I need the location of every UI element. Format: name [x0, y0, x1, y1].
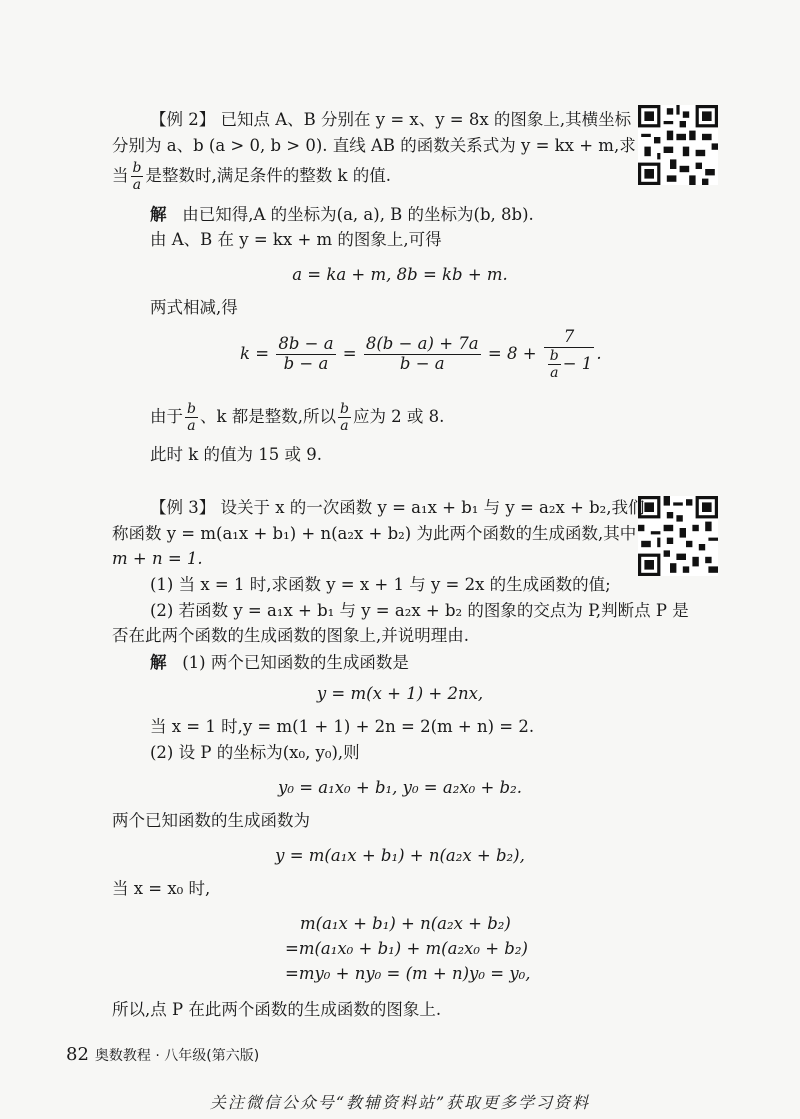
equation-y0: y₀ = a₁x₀ + b₁, y₀ = a₂x₀ + b₂. — [278, 778, 522, 797]
example-2-line-3: 当 $\frac{b}{a}$ 是整数时,满足条件的整数 k 的值. — [112, 160, 391, 194]
example-3-line-2: 称函数 y = m(a₁x + b₁) + n(a₂x + b₂) 为此两个函数的生成函数,其中 — [112, 524, 637, 543]
page-footer — [66, 1044, 259, 1065]
question-2-line-2: 否在此两个函数的生成函数的图象上,并说明理由. — [112, 626, 469, 645]
equation-generating-function-2: y = m(a₁x + b₁) + n(a₂x + b₂), — [275, 846, 525, 865]
solution-3-line-3: (2) 设 P 的坐标为(x₀, y₀),则 — [150, 743, 360, 762]
solution-2-line-3: 两式相减,得 — [150, 298, 238, 317]
solution-2-line-2: 由 A、B 在 y = kx + m 的图象上,可得 — [150, 230, 442, 249]
equation-a-and-8b: a = ka + m, 8b = kb + m. — [292, 265, 508, 284]
example-3-line-3: m + n = 1. — [112, 549, 203, 568]
solution-2-line-5: 此时 k 的值为 15 或 9. — [150, 445, 322, 464]
example-2-line-2: 分别为 a、b (a > 0, b > 0). 直线 AB 的函数关系式为 y = kx + m,求 — [112, 136, 636, 155]
solution-3-line-4: 两个已知函数的生成函数为 — [112, 811, 310, 830]
solution-2-line-1: 解 由已知得,A 的坐标为(a, a), B 的坐标为(b, 8b). — [150, 205, 534, 224]
equation-chain-1: m(a₁x + b₁) + n(a₂x + b₂) — [300, 914, 511, 933]
example-3-line-1: 【例 3】 设关于 x 的一次函数 y = a₁x + b₁ 与 y = a₂x + b₂,我们 — [150, 498, 645, 517]
watermark-text: 关注微信公众号“教辅资料站”获取更多学习资料 — [209, 1093, 591, 1112]
solution-3-line-5: 当 x = x₀ 时, — [112, 879, 211, 898]
equation-chain-3: =my₀ + ny₀ = (m + n)y₀ = y₀, — [285, 964, 531, 983]
question-2-line-1: (2) 若函数 y = a₁x + b₁ 与 y = a₂x + b₂ 的图象的交点为 P,判断点 P 是 — [150, 601, 689, 620]
solution-3-conclusion: 所以,点 P 在此两个函数的生成函数的图象上. — [112, 1000, 442, 1019]
solution-3-line-2: 当 x = 1 时,y = m(1 + 1) + 2n = 2(m + n) = 2. — [150, 717, 535, 736]
solution-3-line-1: 解 (1) 两个已知函数的生成函数是 — [150, 653, 409, 672]
question-1: (1) 当 x = 1 时,求函数 y = x + 1 与 y = 2x 的生成函数的值; — [150, 575, 611, 594]
book-title: 奥数教程 · 八年级(第六版) — [94, 1048, 260, 1064]
page-number: 82 — [66, 1044, 89, 1065]
equation-chain-2: =m(a₁x₀ + b₁) + m(a₂x₀ + b₂) — [285, 939, 528, 958]
equation-generating-function-1: y = m(x + 1) + 2nx, — [316, 684, 484, 703]
solution-2-line-4: 由于 $\frac{b}{a}$ 、k 都是整数,所以 $\frac{b}{a}$ 应为 2 或 8. — [150, 401, 445, 435]
example-2-line-1: 【例 2】 已知点 A、B 分别在 y = x、y = 8x 的图象上,其横坐标 — [150, 110, 632, 129]
qr-code-example-2[interactable] — [638, 105, 718, 185]
qr-code-example-3[interactable] — [638, 496, 718, 576]
k-fraction-equation: k = $\frac{8b - a}{b - a}$ = $\frac{8(b - a) + 7a}{b - a}$ = 8 + 7 $\frac{b}{a}$ − 1 . — [240, 327, 602, 382]
